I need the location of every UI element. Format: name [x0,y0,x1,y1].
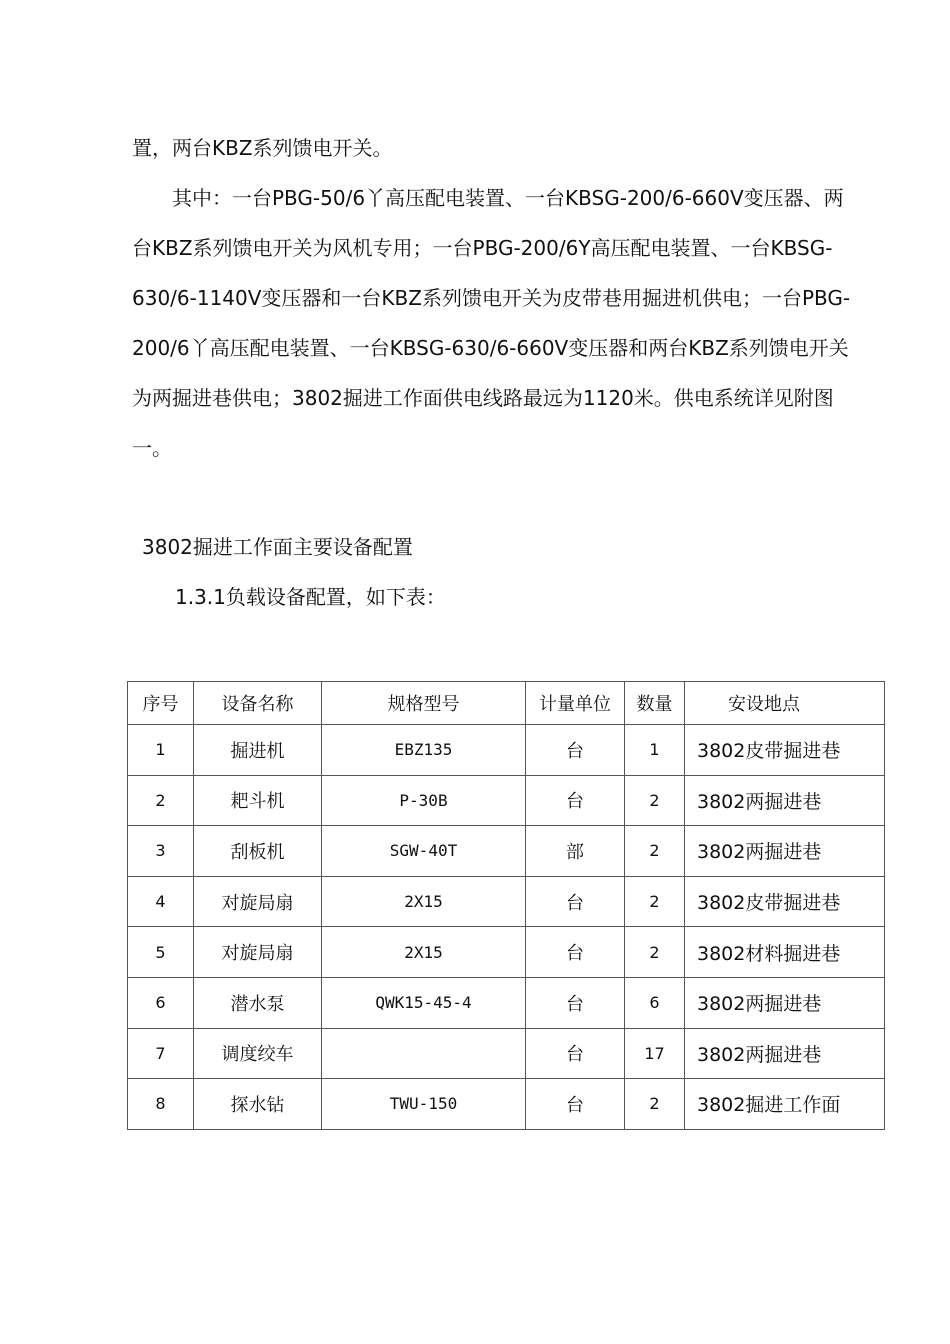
cell-quantity: 2 [625,876,685,927]
cell-location: 3802材料掘进巷 [685,927,885,978]
cell-index: 8 [128,1079,194,1130]
cell-spec-model [322,1028,526,1079]
cell-unit: 台 [526,725,625,776]
table-row [128,977,885,1028]
cell-quantity: 17 [625,1028,685,1079]
cell-equipment-name: 对旋局扇 [194,876,322,927]
cell-location: 3802皮带掘进巷 [685,725,885,776]
table-row [128,876,885,927]
cell-location: 3802掘进工作面 [685,1079,885,1130]
cell-quantity: 2 [625,927,685,978]
table-row [128,1079,885,1130]
table-row [128,1028,885,1079]
cell-equipment-name: 耙斗机 [194,775,322,826]
table-row [128,775,885,826]
cell-unit: 台 [526,927,625,978]
cell-location: 3802皮带掘进巷 [685,876,885,927]
paragraph-line: 其中：一台PBG-50/6丫高压配电装置、一台KBSG-200/6-660V变压器、两 [132,186,844,210]
subsection-heading: 1.3.1负载设备配置，如下表： [175,585,446,609]
paragraph-line: 200/6丫高压配电装置、一台KBSG-630/6-660V变压器和两台KBZ系列馈电开关 [132,336,849,360]
equipment-table [127,681,885,1130]
cell-spec-model: QWK15-45-4 [322,977,526,1028]
cell-equipment-name: 刮板机 [194,826,322,877]
cell-index: 5 [128,927,194,978]
cell-index: 7 [128,1028,194,1079]
paragraph-line: 为两掘进巷供电；3802掘进工作面供电线路最远为1120米。供电系统详见附图 [132,386,834,410]
cell-equipment-name: 潜水泵 [194,977,322,1028]
cell-spec-model: TWU-150 [322,1079,526,1130]
cell-equipment-name: 调度绞车 [194,1028,322,1079]
cell-unit: 台 [526,775,625,826]
cell-location: 3802两掘进巷 [685,826,885,877]
header-location: 安设地点 [685,682,885,725]
cell-spec-model: 2X15 [322,876,526,927]
cell-index: 1 [128,725,194,776]
cell-equipment-name: 对旋局扇 [194,927,322,978]
paragraph-line: 630/6-1140V变压器和一台KBZ系列馈电开关为皮带巷用掘进机供电；一台PBG- [132,286,851,310]
table-header-row [128,682,885,725]
table-row [128,826,885,877]
cell-location: 3802两掘进巷 [685,775,885,826]
cell-equipment-name: 掘进机 [194,725,322,776]
cell-unit: 台 [526,977,625,1028]
header-spec-model: 规格型号 [322,682,526,725]
cell-unit: 台 [526,1028,625,1079]
cell-spec-model: SGW-40T [322,826,526,877]
header-index: 序号 [128,682,194,725]
cell-quantity: 6 [625,977,685,1028]
cell-location: 3802两掘进巷 [685,977,885,1028]
paragraph-line: 置，两台KBZ系列馈电开关。 [132,136,393,160]
cell-quantity: 2 [625,1079,685,1130]
cell-index: 4 [128,876,194,927]
cell-spec-model: 2X15 [322,927,526,978]
cell-unit: 部 [526,826,625,877]
header-equipment-name: 设备名称 [194,682,322,725]
cell-index: 3 [128,826,194,877]
cell-index: 6 [128,977,194,1028]
cell-quantity: 2 [625,826,685,877]
cell-unit: 台 [526,1079,625,1130]
header-quantity: 数量 [625,682,685,725]
cell-index: 2 [128,775,194,826]
paragraph-line: 一。 [132,436,172,460]
cell-spec-model: P-30B [322,775,526,826]
cell-quantity: 1 [625,725,685,776]
cell-equipment-name: 探水钻 [194,1079,322,1130]
cell-spec-model: EBZ135 [322,725,526,776]
cell-unit: 台 [526,876,625,927]
table-row [128,725,885,776]
section-heading: 3802掘进工作面主要设备配置 [142,535,413,559]
paragraph-line: 台KBZ系列馈电开关为风机专用；一台PBG-200/6Y高压配电装置、一台KBSG- [132,236,833,260]
cell-quantity: 2 [625,775,685,826]
header-unit: 计量单位 [526,682,625,725]
table-row [128,927,885,978]
cell-location: 3802两掘进巷 [685,1028,885,1079]
